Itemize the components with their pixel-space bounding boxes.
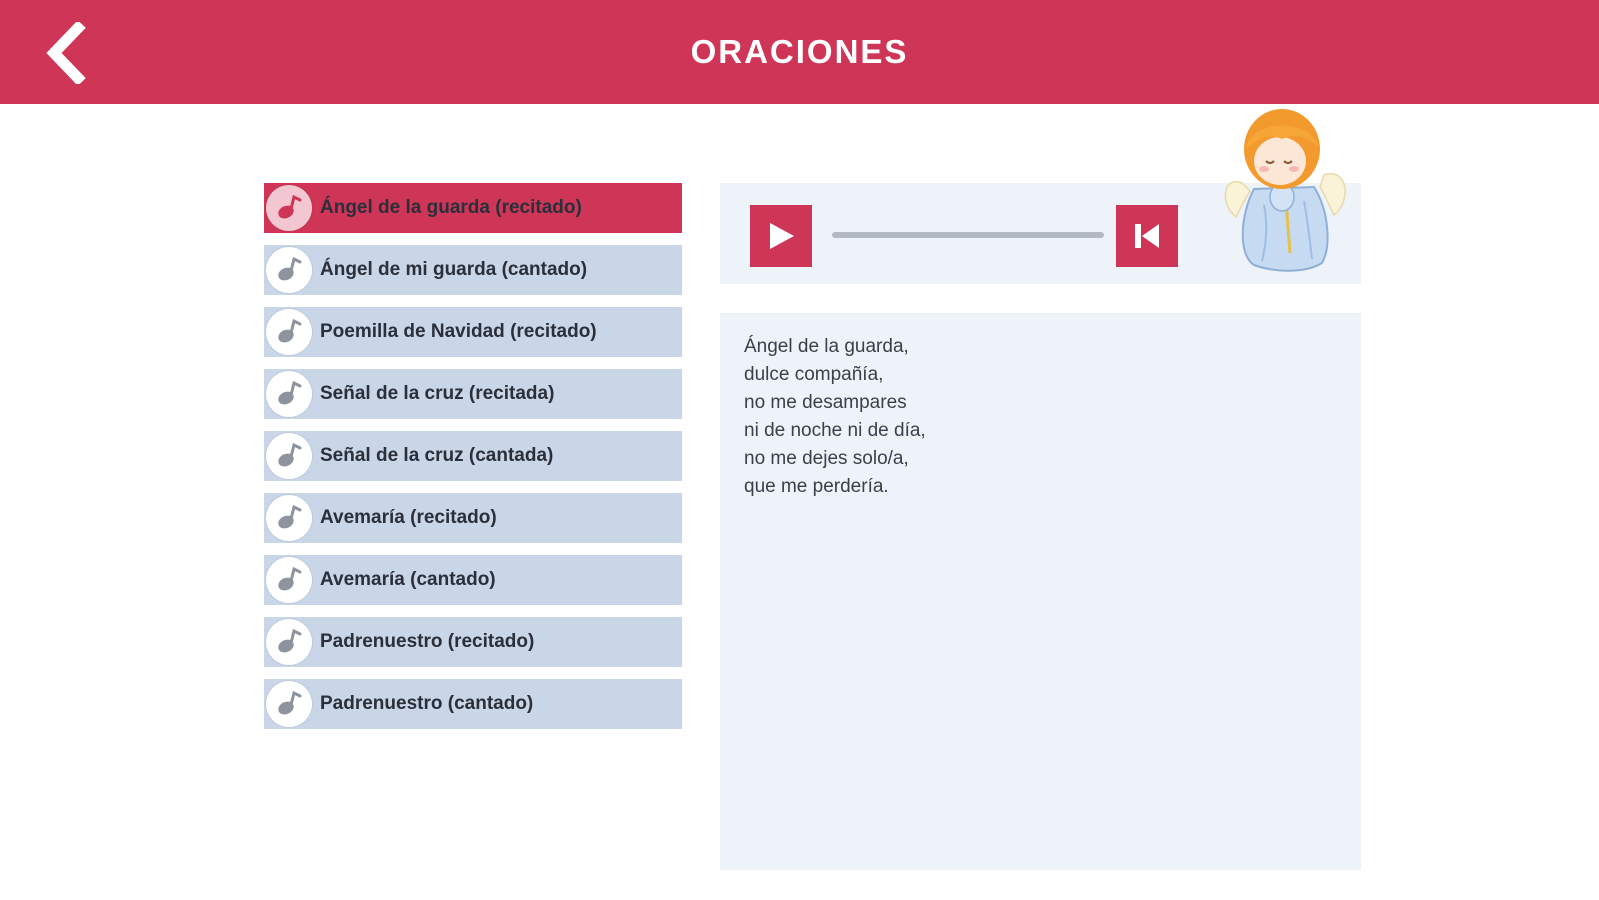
music-note-icon bbox=[266, 557, 312, 603]
prayer-item-label: Ángel de mi guarda (cantado) bbox=[320, 259, 588, 280]
prayer-item[interactable] bbox=[264, 431, 682, 481]
prayer-item-label: Señal de la cruz (cantada) bbox=[320, 445, 554, 466]
music-note-icon bbox=[266, 371, 312, 417]
header-bar bbox=[0, 0, 1599, 104]
prayer-item[interactable] bbox=[264, 555, 682, 605]
prayer-item[interactable] bbox=[264, 245, 682, 295]
music-note-icon bbox=[266, 185, 312, 231]
prayer-text-line: no me desampares bbox=[744, 392, 907, 413]
prayer-item-label: Padrenuestro (recitado) bbox=[320, 631, 535, 652]
prayer-item[interactable] bbox=[264, 183, 682, 233]
prayer-item-label: Poemilla de Navidad (recitado) bbox=[320, 321, 597, 342]
music-note-icon bbox=[266, 495, 312, 541]
prayer-text-line: que me perdería. bbox=[744, 476, 889, 497]
prayer-item[interactable] bbox=[264, 369, 682, 419]
prayer-item-label: Avemaría (cantado) bbox=[320, 569, 496, 590]
prayer-list bbox=[264, 183, 682, 741]
restart-button[interactable] bbox=[1116, 205, 1178, 267]
prayer-item[interactable] bbox=[264, 493, 682, 543]
music-note-icon bbox=[266, 681, 312, 727]
angel-illustration bbox=[1220, 105, 1350, 275]
prayer-text-line: dulce compañía, bbox=[744, 364, 884, 385]
prayer-item[interactable] bbox=[264, 679, 682, 729]
prayer-item[interactable] bbox=[264, 307, 682, 357]
prayer-item-label: Avemaría (recitado) bbox=[320, 507, 497, 528]
music-note-icon bbox=[266, 247, 312, 293]
page-title: ORACIONES bbox=[690, 33, 909, 70]
prayer-text-line: no me dejes solo/a, bbox=[744, 448, 909, 469]
music-note-icon bbox=[266, 619, 312, 665]
progress-bar[interactable] bbox=[832, 232, 1104, 238]
play-icon bbox=[766, 221, 796, 251]
prayer-item-label: Ángel de la guarda (recitado) bbox=[320, 197, 582, 218]
prayer-item-label: Padrenuestro (cantado) bbox=[320, 693, 534, 714]
prayer-text-panel bbox=[720, 313, 1361, 870]
prayer-item-label: Señal de la cruz (recitada) bbox=[320, 383, 555, 404]
prayer-item[interactable] bbox=[264, 617, 682, 667]
prayer-text-line: ni de noche ni de día, bbox=[744, 420, 926, 441]
prayer-text-line: Ángel de la guarda, bbox=[744, 336, 909, 357]
music-note-icon bbox=[266, 433, 312, 479]
play-button[interactable] bbox=[750, 205, 812, 267]
skip-back-icon bbox=[1132, 221, 1162, 251]
music-note-icon bbox=[266, 309, 312, 355]
